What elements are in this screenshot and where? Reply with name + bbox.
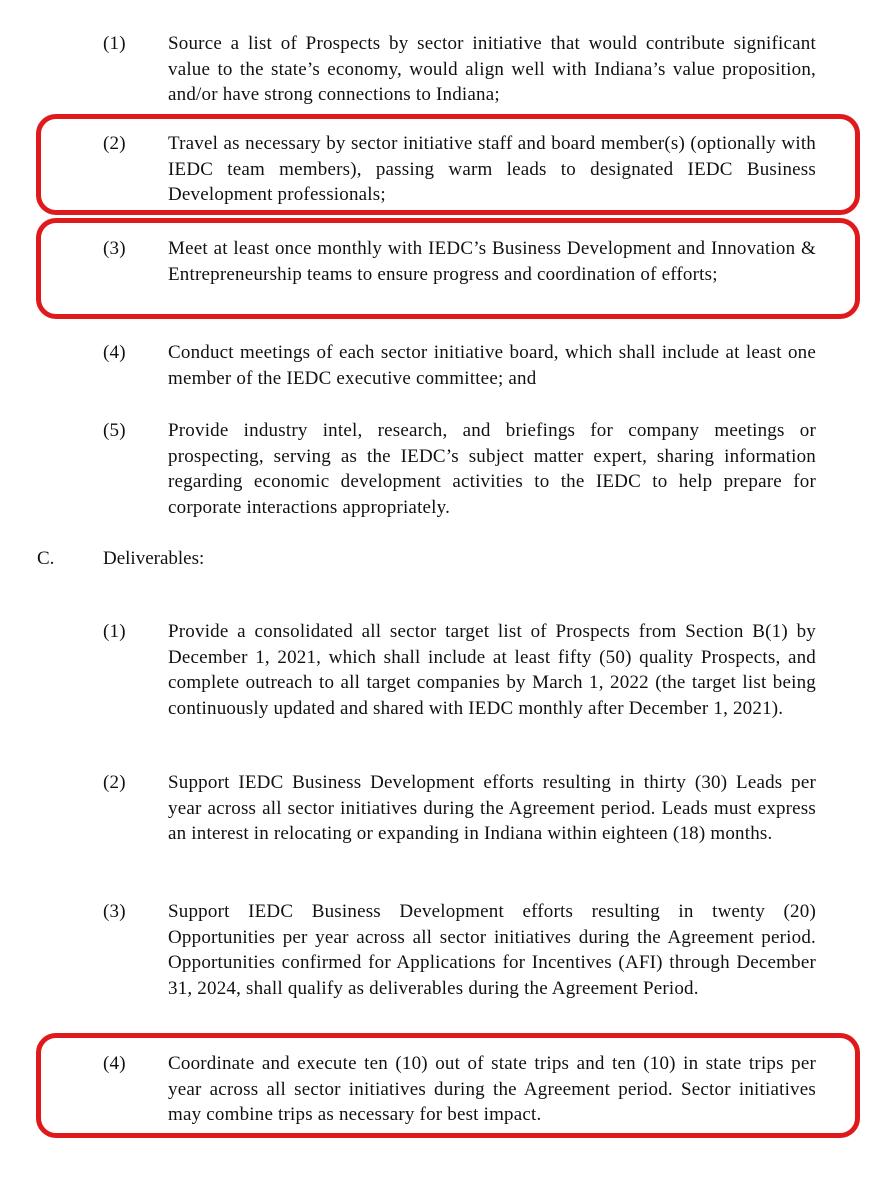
item-text: Conduct meetings of each sector initiative board, which shall include at least one member of the IEDC executive committee; and [168,342,816,389]
item-number: (5) [103,420,126,441]
item-number: (3) [103,901,126,922]
item-text: Coordinate and execute ten (10) out of state trips and ten (10) in state trips per year across all sector initiatives during the Agreement period. Sector initiatives may combine trips as necessary for best impact. [168,1053,816,1125]
item-text: Travel as necessary by sector initiative staff and board member(s) (optionally with IEDC team members), passing warm leads to designated IEDC Business Development professionals; [168,133,816,205]
item-number: (4) [103,342,126,363]
item-text: Support IEDC Business Development efforts resulting in thirty (30) Leads per year across all sector initiatives during the Agreement period. Leads must express an interest in relocating or expanding in Indiana within eighteen (18) months. [168,772,816,844]
section-title: Deliverables: [103,548,205,569]
item-number: (1) [103,621,126,642]
item-text: Provide a consolidated all sector target list of Prospects from Section B(1) by December 1, 2021, which shall include at least fifty (50) quality Prospects, and complete outreach to all target companies by March 1, 2022 (the target list being continuously updated and shared with IEDC monthly after December 1, 2021). [168,621,816,719]
item-text: Meet at least once monthly with IEDC’s Business Development and Innovation & Entrepreneurship teams to ensure progress and coordination of efforts; [168,238,816,285]
item-number: (3) [103,238,126,259]
item-number: (2) [103,133,126,154]
section-letter: C. [37,548,55,569]
item-number: (2) [103,772,126,793]
item-text: Support IEDC Business Development efforts resulting in twenty (20) Opportunities per year across all sector initiatives during the Agreement period. Opportunities confirmed for Applications for Incentives (AFI) through December 31, 2024, shall qualify as deliverables during the Agreement Period. [168,901,816,999]
item-number: (1) [103,33,126,54]
item-number: (4) [103,1053,126,1074]
item-text: Provide industry intel, research, and briefings for company meetings or prospecting, serving as the IEDC’s subject matter expert, sharing information regarding economic development activities to the IEDC to help prepare for corporate interactions appropriately. [168,420,816,518]
item-text: Source a list of Prospects by sector initiative that would contribute significant value to the state’s economy, would align well with Indiana’s value proposition, and/or have strong connections to Indiana; [168,33,816,105]
